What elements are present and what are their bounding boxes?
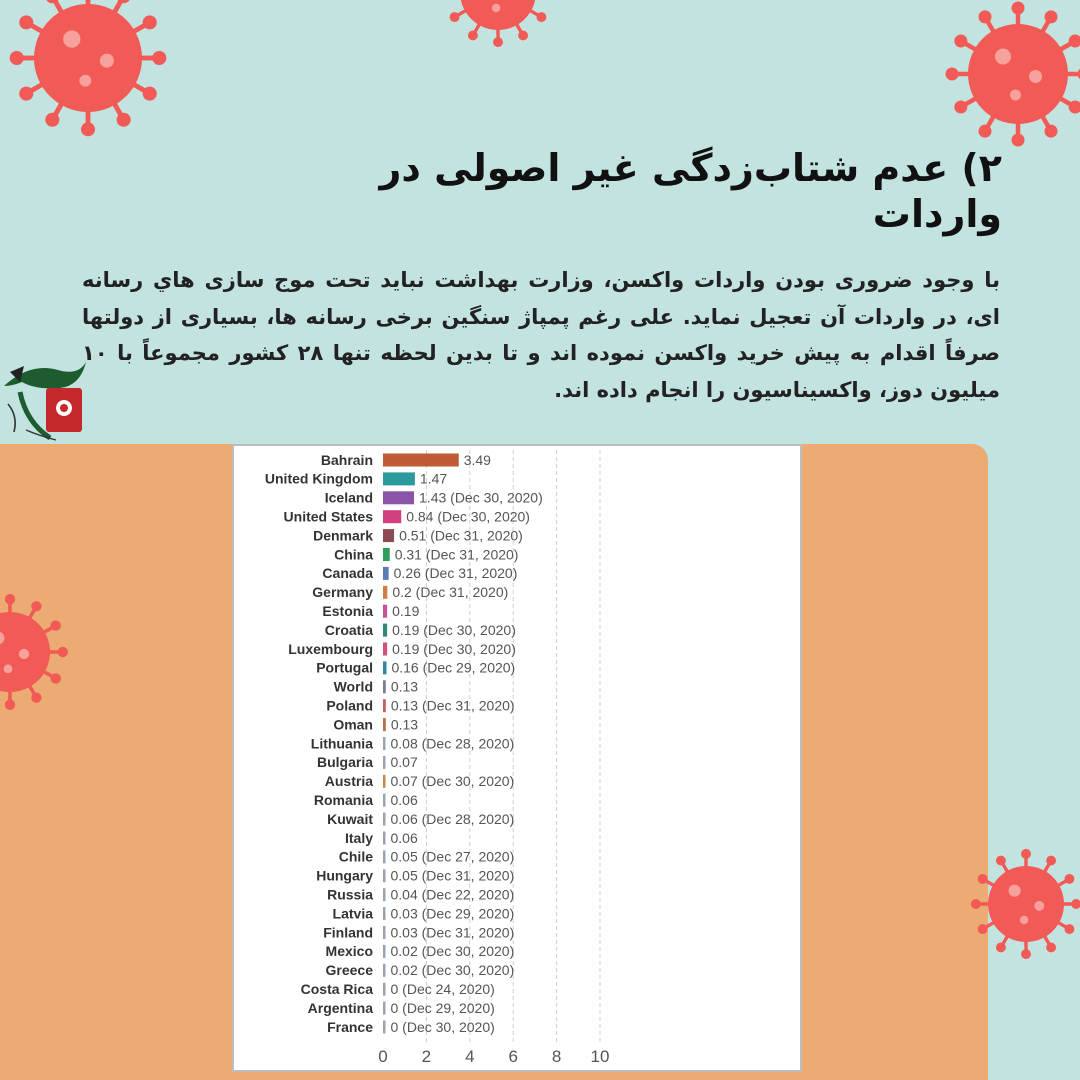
bar xyxy=(383,869,386,882)
bar xyxy=(383,605,387,618)
value-label: 0.13 xyxy=(390,716,419,733)
bar xyxy=(383,813,386,826)
virus-icon xyxy=(0,580,76,730)
value-label: 0.19 xyxy=(392,603,420,619)
bar xyxy=(383,661,386,674)
bar xyxy=(383,926,386,939)
institute-logo-icon xyxy=(0,352,92,444)
category-label: Oman xyxy=(333,716,373,733)
category-label: Bahrain xyxy=(320,451,373,468)
value-label: 0.03 (Dec 29, 2020) xyxy=(390,905,515,922)
bar xyxy=(383,832,386,845)
value-label: 0.06 xyxy=(390,829,418,846)
category-label: Bulgaria xyxy=(316,754,373,771)
value-label: 0.06 (Dec 28, 2020) xyxy=(390,810,515,827)
bar xyxy=(383,680,386,693)
value-label: 0.07 (Dec 30, 2020) xyxy=(390,773,515,790)
category-label: World xyxy=(333,678,373,695)
category-label: Iceland xyxy=(324,489,373,506)
bar xyxy=(383,737,386,750)
value-label: 0.08 (Dec 28, 2020) xyxy=(390,735,515,752)
bar xyxy=(383,1002,386,1015)
virus-icon xyxy=(936,0,1080,150)
bar xyxy=(383,945,386,958)
category-label: Kuwait xyxy=(327,810,373,827)
category-label: Luxembourg xyxy=(288,640,373,657)
body-paragraph: با وجود ضروری بودن واردات واکسن، وزارت بهداشت نباید تحت موج سازی هاي رسانه ای، در واردات آن تعجیل نماید. علی رغم پمپاژ سنگین برخی رسانه ها، بسیاری از دولتها صرفاً اقدام به پیش خرید واکسن نموده اند و تا بدین لحظه تنها ۲۸ کشور مجموعاً با ۱۰ میلیون دوز، واکسیناسیون را انجام داده اند. xyxy=(82,268,1000,402)
x-tick-label: 2 xyxy=(421,1047,432,1066)
value-label: 0 (Dec 30, 2020) xyxy=(390,1018,495,1035)
category-label: Mexico xyxy=(325,943,373,960)
category-label: Finland xyxy=(323,924,373,941)
value-label: 0.05 (Dec 31, 2020) xyxy=(390,867,515,884)
page-title: ۲) عدم شتاب‌زدگی غیر اصولی در واردات xyxy=(379,146,1002,236)
value-label: 0.06 xyxy=(390,792,418,808)
x-tick-label: 4 xyxy=(465,1047,475,1066)
value-label: 0 (Dec 24, 2020) xyxy=(390,981,495,997)
bar xyxy=(383,1021,386,1034)
category-label: Russia xyxy=(327,886,373,903)
category-label: Italy xyxy=(344,829,373,846)
bar xyxy=(383,510,401,523)
bar xyxy=(383,472,415,485)
value-label: 0.13 xyxy=(390,678,419,695)
value-label: 0.84 (Dec 30, 2020) xyxy=(406,508,530,525)
value-label: 0.07 xyxy=(390,754,418,771)
category-label: France xyxy=(327,1018,373,1035)
bar xyxy=(383,756,386,769)
category-label: Hungary xyxy=(316,867,373,884)
x-tick-label: 6 xyxy=(508,1047,518,1066)
category-label: Austria xyxy=(324,773,373,790)
value-label: 1.47 xyxy=(419,470,448,487)
category-label: Greece xyxy=(325,962,373,979)
category-label: Poland xyxy=(326,697,373,714)
value-label: 0.13 (Dec 31, 2020) xyxy=(390,697,515,714)
value-label: 3.49 xyxy=(463,451,491,468)
value-label: 0.05 (Dec 27, 2020) xyxy=(390,848,515,865)
chart-canvas xyxy=(234,446,800,1070)
x-tick-label: 0 xyxy=(378,1047,388,1066)
bar xyxy=(383,964,386,977)
bar xyxy=(383,454,459,467)
vaccination-chart xyxy=(232,444,802,1072)
value-label: 1.43 (Dec 30, 2020) xyxy=(419,489,543,506)
value-label: 0.19 (Dec 30, 2020) xyxy=(392,621,516,638)
category-label: Latvia xyxy=(332,905,373,922)
value-label: 0 (Dec 29, 2020) xyxy=(390,999,495,1016)
category-label: Argentina xyxy=(307,999,373,1016)
value-label: 0.03 (Dec 31, 2020) xyxy=(390,924,515,941)
category-label: Costa Rica xyxy=(300,981,373,997)
bar xyxy=(383,529,394,542)
value-label: 0.2 (Dec 31, 2020) xyxy=(392,584,509,601)
category-label: Estonia xyxy=(322,603,373,619)
bar xyxy=(383,567,389,580)
bar xyxy=(383,775,386,788)
bar xyxy=(383,888,386,901)
category-label: Denmark xyxy=(313,527,373,544)
virus-icon xyxy=(430,0,570,50)
value-label: 0.51 (Dec 31, 2020) xyxy=(399,527,523,544)
value-label: 0.02 (Dec 30, 2020) xyxy=(390,943,515,960)
category-label: United States xyxy=(283,508,373,525)
category-label: Chile xyxy=(338,848,373,865)
category-label: United Kingdom xyxy=(264,470,373,487)
category-label: Canada xyxy=(322,565,373,582)
bar xyxy=(383,624,387,637)
bar xyxy=(383,983,386,996)
bar xyxy=(383,586,387,599)
bar xyxy=(383,699,386,712)
value-label: 0.04 (Dec 22, 2020) xyxy=(390,886,515,903)
value-label: 0.02 (Dec 30, 2020) xyxy=(390,962,515,979)
bar xyxy=(383,491,414,504)
category-label: Germany xyxy=(312,584,373,601)
x-tick-label: 10 xyxy=(590,1047,610,1066)
bar xyxy=(383,850,386,863)
virus-icon xyxy=(0,0,180,150)
value-label: 0.26 (Dec 31, 2020) xyxy=(393,565,518,582)
category-label: China xyxy=(334,546,373,563)
virus-icon xyxy=(966,840,1080,970)
value-label: 0.16 (Dec 29, 2020) xyxy=(391,659,516,676)
bar xyxy=(383,548,390,561)
bar xyxy=(383,718,386,731)
category-label: Croatia xyxy=(324,621,373,638)
category-label: Portugal xyxy=(316,659,373,676)
bar xyxy=(383,794,386,807)
bar xyxy=(383,643,387,656)
bar xyxy=(383,907,386,920)
category-label: Lithuania xyxy=(310,735,373,752)
x-tick-label: 8 xyxy=(551,1047,562,1066)
value-label: 0.31 (Dec 31, 2020) xyxy=(394,546,519,563)
value-label: 0.19 (Dec 30, 2020) xyxy=(392,640,516,657)
category-label: Romania xyxy=(313,792,373,808)
